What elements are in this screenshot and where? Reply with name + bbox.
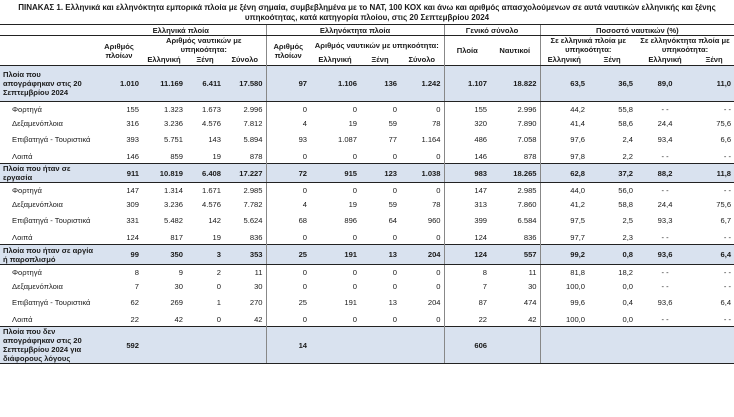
table-cell: 97 <box>266 66 310 102</box>
table-cell: 142 <box>208 216 221 225</box>
table-row <box>0 66 734 102</box>
table-cell: 6.411 <box>186 66 224 102</box>
table-cell: 0 <box>266 183 310 198</box>
table-cell: - - <box>661 104 669 114</box>
table-cell: 0 <box>266 230 310 245</box>
table-cell: 19 <box>212 151 221 161</box>
table-cell: 836 <box>523 232 537 242</box>
table-cell: 983 <box>444 164 490 183</box>
table-row <box>0 327 734 364</box>
table-cell: 6.584 <box>517 216 537 225</box>
table-cell: 0 <box>436 185 441 195</box>
table-cell: 6,4 <box>720 298 732 307</box>
table-cell: 13 <box>360 245 400 265</box>
table-cell: 0 <box>392 267 398 277</box>
pct-fo-gr-header: Ελληνική <box>636 54 694 66</box>
table-cell: 0 <box>266 265 310 280</box>
table-cell: 486 <box>444 130 490 149</box>
table-cell: 6,6 <box>720 135 732 144</box>
table-cell <box>186 327 224 364</box>
table-cell: 1.106 <box>310 66 360 102</box>
table-cell: 191 <box>310 245 360 265</box>
table-cell: 59 <box>388 118 398 128</box>
table-cell: 960 <box>427 216 441 225</box>
table-cell: - - <box>723 151 732 161</box>
table-cell: 78 <box>432 118 441 128</box>
table-cell: 99,2 <box>540 245 588 265</box>
table-cell: 36,5 <box>588 66 636 102</box>
table-cell: 5.894 <box>243 135 263 144</box>
table-cell: - - <box>723 281 732 291</box>
table-cell: - - <box>661 151 669 161</box>
table-cell: 0 <box>216 281 221 291</box>
table-cell: 7.860 <box>517 199 537 209</box>
table-cell: - - <box>723 104 732 114</box>
table-cell: 399 <box>444 211 490 230</box>
table-cell: 350 <box>142 245 186 265</box>
table-cell: 59 <box>388 199 398 209</box>
table-cell: 878 <box>249 151 263 161</box>
table-cell: 24,4 <box>657 118 673 128</box>
row-label: Πλοία που απογράφηκαν στις 20 Σεπτεμβρίου 2024 <box>0 66 96 102</box>
table-cell: 606 <box>444 327 490 364</box>
table-row <box>0 130 734 149</box>
table-cell: 124 <box>126 232 139 242</box>
table-cell: 4 <box>266 197 310 211</box>
row-label: Επιβατηγά - Τουριστικά <box>12 135 91 144</box>
table-cell: 5.482 <box>163 216 183 225</box>
table-cell: 42 <box>174 314 183 324</box>
table-cell: 859 <box>170 151 183 161</box>
table-cell: 911 <box>96 164 142 183</box>
table-cell <box>360 327 400 364</box>
table-body <box>0 66 734 364</box>
table-cell: 99 <box>96 245 142 265</box>
table-cell: 19 <box>348 118 358 128</box>
table-row <box>0 149 734 164</box>
table-cell: 44,0 <box>540 183 588 198</box>
table-cell: 58,6 <box>618 118 634 128</box>
pct-fo-fo-header: Ξένη <box>694 54 734 66</box>
table-cell: 77 <box>388 135 398 144</box>
greek-num-ships-header: Αριθμός πλοίων <box>104 41 134 60</box>
table-cell: 4.576 <box>201 199 221 209</box>
foreign-num-seafarers-header: Αριθμός ναυτικών με υπηκοότητα: <box>314 40 439 50</box>
table-cell: 0 <box>436 314 441 324</box>
table-cell: 100,0 <box>540 312 588 327</box>
table-cell: 11 <box>254 267 263 277</box>
total-seafarers-header: Ναυτικοί <box>499 46 531 55</box>
table-cell: 0 <box>436 232 441 242</box>
table-row <box>0 230 734 245</box>
table-cell: 81,8 <box>540 265 588 280</box>
table-cell: 62,8 <box>540 164 588 183</box>
table-row <box>0 197 734 211</box>
table-cell: 22 <box>444 312 490 327</box>
table-cell: 836 <box>249 232 263 242</box>
table-cell: 0 <box>392 232 398 242</box>
table-cell: 2,5 <box>622 216 634 225</box>
table-cell: 68 <box>266 211 310 230</box>
table-cell: - - <box>661 185 669 195</box>
table-cell: 11.169 <box>142 66 186 102</box>
greek-num-seafarers-header: Αριθμός ναυτικών με υπηκοότητα: <box>165 36 242 54</box>
group-greek-header: Ελληνικά πλοία <box>96 25 266 36</box>
table-row <box>0 183 734 198</box>
table-cell: 89,0 <box>636 66 694 102</box>
table-cell: 313 <box>444 197 490 211</box>
table-cell: 146 <box>444 149 490 164</box>
table-cell: 1.242 <box>400 66 444 102</box>
table-cell: 2.996 <box>243 104 263 114</box>
table-cell: 17.580 <box>224 66 266 102</box>
table-cell: 37,2 <box>588 164 636 183</box>
table-cell: 0,0 <box>622 281 634 291</box>
group-pct-header: Ποσοστό ναυτικών (%) <box>540 25 734 36</box>
table-cell <box>400 327 444 364</box>
table-cell: 1.010 <box>96 66 142 102</box>
pct-foreign-ships-header: Σε ελληνόκτητα πλοία με υπηκοότητα: <box>640 36 730 54</box>
table-cell: 93,6 <box>636 245 694 265</box>
table-row <box>0 265 734 280</box>
table-cell: 75,6 <box>716 199 732 209</box>
table-cell: 0 <box>436 267 441 277</box>
table-cell: 64 <box>388 216 398 225</box>
table-cell: 0 <box>392 104 398 114</box>
table-cell: 2,2 <box>622 151 634 161</box>
greek-greek-header: Ελληνική <box>142 54 186 66</box>
table-cell: 0 <box>392 151 398 161</box>
table-cell: 3 <box>186 245 224 265</box>
foreign-total-header: Σύνολο <box>400 54 444 66</box>
table-title: ΠΙΝΑΚΑΣ 1. Ελληνικά και ελληνόκτητα εμπορικά πλοία με ξένη σημαία, συμβεβλημένα με το ΝΑΤ, 100 ΚΟΧ και άνω και αριθμός απασχολούμενων σε αυτά ναυτικών ελληνικής και ξένης υπηκοότητας, κατά κατηγορία πλοίου, στις 20 Σεπτεμβρίου 2024 <box>18 3 716 22</box>
table-cell: 99,6 <box>540 293 588 312</box>
table-cell: 2.996 <box>517 104 537 114</box>
table-cell: 0 <box>392 281 398 291</box>
table-cell: - - <box>661 281 669 291</box>
row-label: Δεξαμενόπλοια <box>12 199 63 209</box>
table-cell: 88,2 <box>636 164 694 183</box>
table-cell: 0 <box>392 314 398 324</box>
table-cell: 393 <box>126 135 139 144</box>
greek-total-header: Σύνολο <box>224 54 266 66</box>
table-cell: 269 <box>170 298 183 307</box>
row-label: Λοιπά <box>12 314 33 324</box>
table-cell <box>310 327 360 364</box>
table-cell: 11 <box>528 267 537 277</box>
table-cell: 6,7 <box>720 216 732 225</box>
row-label: Επιβατηγά - Τουριστικά <box>12 298 91 307</box>
table-cell: 19 <box>212 232 221 242</box>
table-cell: - - <box>723 314 732 324</box>
table-cell: 6.408 <box>186 164 224 183</box>
table-row <box>0 312 734 327</box>
table-cell: 143 <box>208 135 221 144</box>
table-cell: 3.236 <box>163 118 183 128</box>
table-cell: 7 <box>444 279 490 293</box>
table-cell: 270 <box>249 298 263 307</box>
table-cell: 0 <box>352 281 358 291</box>
table-cell: 0 <box>352 104 358 114</box>
table-cell: 557 <box>490 245 540 265</box>
table-cell: 915 <box>310 164 360 183</box>
table-cell: 0 <box>436 104 441 114</box>
table-cell: 42 <box>254 314 263 324</box>
table-cell: 7.890 <box>517 118 537 128</box>
table-cell: 11,0 <box>694 66 734 102</box>
table-cell: 3.236 <box>163 199 183 209</box>
table-cell: 55,8 <box>618 104 634 114</box>
table-cell: 204 <box>427 298 441 307</box>
table-cell: 309 <box>126 199 139 209</box>
table-cell: 123 <box>360 164 400 183</box>
table-cell: 1.314 <box>163 185 183 195</box>
table-cell: 0,4 <box>622 298 634 307</box>
table-cell: - - <box>661 314 669 324</box>
table-cell: 124 <box>444 230 490 245</box>
table-cell: 1.087 <box>338 135 358 144</box>
table-row <box>0 102 734 117</box>
table-cell: 0 <box>266 312 310 327</box>
table-cell: 0 <box>266 149 310 164</box>
table-cell: 896 <box>344 216 358 225</box>
table-cell: 147 <box>126 185 139 195</box>
table-cell <box>694 327 734 364</box>
greek-foreign-header: Ξένη <box>186 54 224 66</box>
table-cell: 58,8 <box>618 199 634 209</box>
table-cell: 93,3 <box>657 216 673 225</box>
table-cell: 25 <box>266 293 310 312</box>
table-cell: - - <box>661 232 669 242</box>
table-cell: - - <box>661 267 669 277</box>
table-cell: 56,0 <box>618 185 634 195</box>
row-label: Φορτηγά <box>12 185 42 195</box>
table-row <box>0 279 734 293</box>
table-cell: 0 <box>266 279 310 293</box>
table-cell: 25 <box>266 245 310 265</box>
table-cell: 10.819 <box>142 164 186 183</box>
table-cell: 97,6 <box>540 130 588 149</box>
table-cell: 2.985 <box>517 185 537 195</box>
group-foreign-header: Ελληνόκτητα πλοία <box>266 25 444 36</box>
table-cell: 0 <box>352 314 358 324</box>
table-cell: 592 <box>96 327 142 364</box>
table-cell: 1.673 <box>201 104 221 114</box>
table-cell: 97,8 <box>540 149 588 164</box>
table-cell: 44,2 <box>540 102 588 117</box>
pct-gr-gr-header: Ελληνική <box>540 54 588 66</box>
row-label: Φορτηγά <box>12 104 42 114</box>
foreign-greek-header: Ελληνική <box>310 54 360 66</box>
table-cell: - - <box>723 185 732 195</box>
table-cell: - - <box>723 267 732 277</box>
table-cell: 22 <box>130 314 139 324</box>
corner-cell <box>0 25 96 36</box>
row-label: Επιβατηγά - Τουριστικά <box>12 216 91 225</box>
table-cell: 78 <box>432 199 441 209</box>
table-cell: 93 <box>266 130 310 149</box>
row-label: Λοιπά <box>12 232 33 242</box>
table-cell: 1.038 <box>400 164 444 183</box>
table-cell <box>224 327 266 364</box>
table-cell: 146 <box>126 151 139 161</box>
table-cell: 9 <box>178 267 183 277</box>
table-cell: 75,6 <box>716 118 732 128</box>
table-cell: 62 <box>130 298 139 307</box>
table-cell <box>636 327 694 364</box>
table-cell: 17.227 <box>224 164 266 183</box>
row-label: Δεξαμενόπλοια <box>12 118 63 128</box>
table-cell: 41,2 <box>540 197 588 211</box>
table-cell: 0 <box>352 232 358 242</box>
group-total-header: Γενικό σύνολο <box>444 25 540 36</box>
table-cell: 14 <box>266 327 310 364</box>
table-cell: 191 <box>344 298 358 307</box>
pct-gr-fo-header: Ξένη <box>588 54 636 66</box>
table-cell: 100,0 <box>540 279 588 293</box>
table-cell: 13 <box>388 298 398 307</box>
table-row <box>0 116 734 130</box>
table-cell: 11,8 <box>694 164 734 183</box>
table-cell: 2,4 <box>622 135 634 144</box>
table-cell: 124 <box>444 245 490 265</box>
row-label: Πλοία που ήταν σε εργασία <box>0 164 96 183</box>
pct-greek-ships-header: Σε ελληνικά πλοία με υπηκοότητα: <box>540 36 636 55</box>
table-cell: 7.782 <box>243 199 263 209</box>
table-cell: 353 <box>224 245 266 265</box>
table-cell: 1.671 <box>201 185 221 195</box>
table-cell: 155 <box>126 104 139 114</box>
table-cell: 63,5 <box>540 66 588 102</box>
table-cell: 7 <box>134 281 139 291</box>
table-cell: 316 <box>126 118 139 128</box>
table-cell: 1.107 <box>444 66 490 102</box>
table-cell: 2.985 <box>243 185 263 195</box>
table-cell: 4 <box>266 116 310 130</box>
table-cell <box>540 327 588 364</box>
foreign-foreign-header: Ξένη <box>360 54 400 66</box>
table-cell: 0 <box>216 314 221 324</box>
table-cell: 4.576 <box>201 118 221 128</box>
table-cell: 147 <box>444 183 490 198</box>
row-label: Πλοία που δεν απογράφηκαν στις 20 Σεπτεμβρίου 2024 για διάφορους λόγους <box>0 327 96 364</box>
foreign-num-ships-header: Αριθμός πλοίων <box>266 36 310 66</box>
table-cell: - - <box>723 232 732 242</box>
table-cell: 6,4 <box>694 245 734 265</box>
table-cell: 0 <box>392 185 398 195</box>
row-label: Φορτηγά <box>12 267 42 277</box>
table-cell: 5.751 <box>163 135 183 144</box>
table-cell <box>490 327 540 364</box>
table-cell: 204 <box>400 245 444 265</box>
table-cell: 93,4 <box>657 135 673 144</box>
table-cell: 18.822 <box>490 66 540 102</box>
table-cell: 0 <box>352 151 358 161</box>
table-row <box>0 293 734 312</box>
table-cell: 474 <box>523 298 537 307</box>
table-cell: 97,7 <box>540 230 588 245</box>
table-cell: 24,4 <box>657 199 673 209</box>
table-cell <box>142 327 186 364</box>
table-cell: 0,8 <box>588 245 636 265</box>
table-cell: 878 <box>523 151 537 161</box>
table-cell: 0 <box>266 102 310 117</box>
table-cell: 0 <box>352 267 358 277</box>
table-cell: 41,4 <box>540 116 588 130</box>
table-cell: 2 <box>216 267 221 277</box>
table-cell: 30 <box>254 281 263 291</box>
table-cell: 8 <box>444 265 490 280</box>
table-cell: 30 <box>174 281 183 291</box>
table-cell: 0,0 <box>622 314 634 324</box>
table-cell: 97,5 <box>540 211 588 230</box>
table-row <box>0 164 734 183</box>
row-label: Δεξαμενόπλοια <box>12 281 63 291</box>
table-cell: 7.058 <box>517 135 537 144</box>
table-cell: 30 <box>528 281 537 291</box>
table-cell: 320 <box>444 116 490 130</box>
table-cell: 42 <box>528 314 537 324</box>
table-cell: 1.323 <box>163 104 183 114</box>
ships-table <box>0 24 734 364</box>
table-cell: 93,6 <box>657 298 673 307</box>
table-cell: 18.265 <box>490 164 540 183</box>
table-cell: 5.624 <box>243 216 263 225</box>
table-cell: 0 <box>436 151 441 161</box>
table-row <box>0 245 734 265</box>
table-cell: 87 <box>444 293 490 312</box>
table-cell: 8 <box>134 267 139 277</box>
table-row <box>0 211 734 230</box>
table-cell: 18,2 <box>618 267 634 277</box>
table-cell: 72 <box>266 164 310 183</box>
total-ships-header: Πλοία <box>444 36 490 66</box>
table-cell <box>588 327 636 364</box>
table-cell: 155 <box>444 102 490 117</box>
table-cell: 19 <box>348 199 358 209</box>
table-cell: 1 <box>216 298 221 307</box>
table-cell: 2,3 <box>622 232 634 242</box>
table-cell: 136 <box>360 66 400 102</box>
table-cell: 0 <box>436 281 441 291</box>
table-cell: 7.812 <box>243 118 263 128</box>
table-cell: 0 <box>352 185 358 195</box>
table-cell: 331 <box>126 216 139 225</box>
row-label: Πλοία που ήταν σε αργία ή παροπλισμό <box>0 245 96 265</box>
table-cell: 1.164 <box>421 135 441 144</box>
table-cell: 817 <box>170 232 183 242</box>
row-label: Λοιπά <box>12 151 33 161</box>
